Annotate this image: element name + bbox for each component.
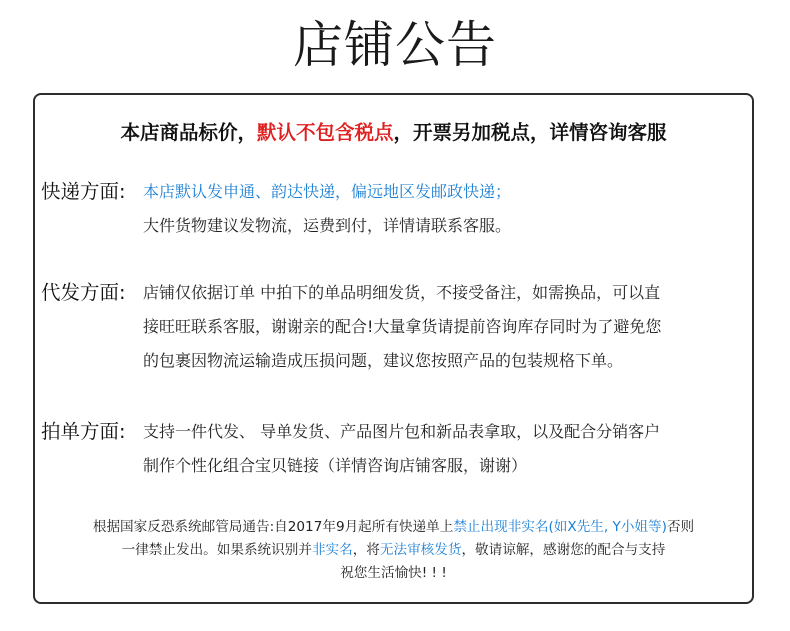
real-name-policy-notice: [35, 516, 752, 585]
notice-line-1: [35, 516, 752, 539]
pricing-notice: [35, 119, 752, 147]
notice-text: 根据国家反恐系统邮管局通告:自2017年9月起所有快递单上: [92, 519, 454, 535]
tax-excluded-highlight: 默认不包含税点: [256, 121, 394, 144]
notice-line-2: [35, 539, 752, 562]
page-title: 店铺公告: [293, 16, 497, 74]
dropship-line-2: 接旺旺联系客服，谢谢亲的配合!大量拿货请提前咨询库存同时为了避免您: [143, 317, 662, 336]
delivery-line-2: 大件货物建议发物流，运费到付，详情请联系客服。: [143, 216, 512, 235]
notice-text: ，将: [352, 542, 380, 558]
notice-text: 一律禁止发出。如果系统识别并: [121, 542, 312, 558]
notice-highlight: 禁止出现非实名(如X先生, Y小姐等): [453, 519, 667, 535]
notice-highlight: 无法审核发货: [379, 542, 462, 558]
delivery-line-1: 本店默认发申通、韵达快递，偏远地区发邮政快递；: [143, 182, 512, 201]
notice-line-3: 祝您生活愉快! ! !: [340, 565, 447, 581]
dropship-line-3: 的包裹因物流运输造成压损问题，建议您按照产品的包装规格下单。: [143, 351, 624, 370]
delivery-heading: 快递方面:: [41, 180, 126, 203]
notice-box: [33, 93, 754, 604]
ordering-heading: 拍单方面:: [41, 420, 126, 443]
notice-highlight: 非实名: [311, 542, 353, 558]
ordering-body: [143, 415, 755, 483]
dropship-heading: 代发方面:: [41, 281, 126, 304]
delivery-body: [143, 175, 755, 243]
ordering-line-1: 支持一件代发、 导单发货、产品图片包和新品表拿取，以及配合分销客户: [143, 422, 661, 441]
dropship-line-1: 店铺仅依据订单 中拍下的单品明细发货，不接受备注，如需换品，可以直: [143, 283, 661, 302]
pricing-text-2: ，开票另加税点，详情咨询客服: [393, 121, 667, 144]
notice-text: ，敬请谅解，感谢您的配合与支持: [461, 542, 666, 558]
notice-text: 否则: [666, 519, 695, 535]
ordering-line-2: 制作个性化组合宝贝链接（详情咨询店铺客服，谢谢）: [143, 456, 528, 475]
dropship-body: [143, 276, 755, 378]
pricing-text-1: 本店商品标价，: [120, 121, 257, 144]
